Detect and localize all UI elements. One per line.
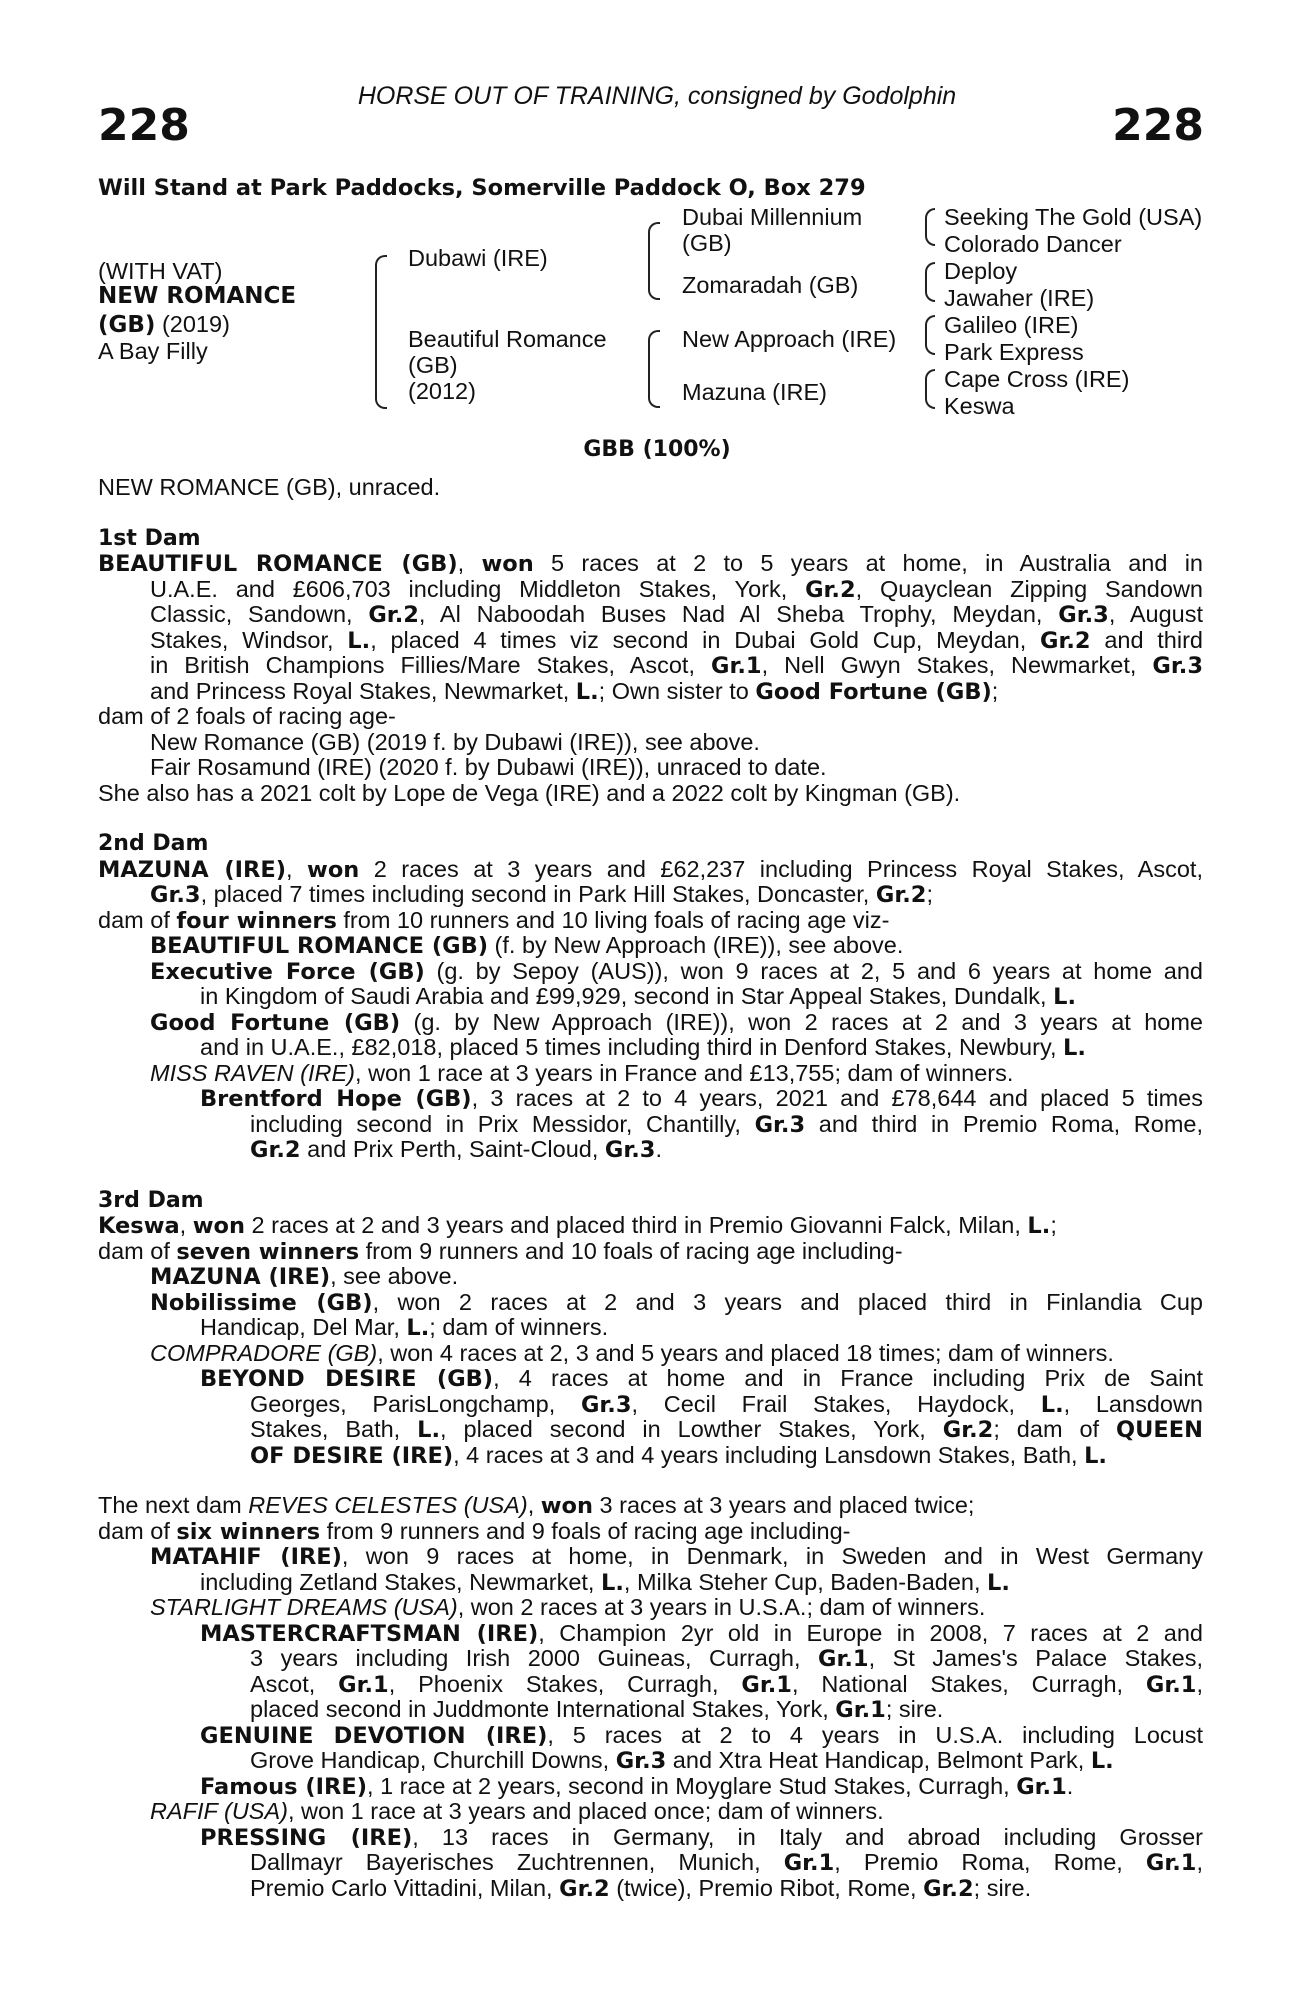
pedigree-dam-dam: Mazuna (IRE) (682, 379, 827, 405)
text-run: and in U.A.E., £82,018, placed 5 times including third in Denford Stakes, Newbury, (200, 1034, 1064, 1060)
third-dam-line-10 (98, 1443, 1203, 1469)
produce-name: COMPRADORE (GB) (150, 1339, 378, 1366)
pedigree-dam-sire: New Approach (IRE) (682, 326, 897, 352)
text-run: ; (926, 881, 933, 907)
next-dam-line-15 (98, 1850, 1203, 1876)
second-dam-line-4 (98, 933, 1203, 959)
pedigree-g3-7: Cape Cross (IRE) (944, 366, 1130, 392)
next-dam-name: REVES CELESTES (USA) (248, 1492, 528, 1518)
second-dam-line-3 (98, 908, 1203, 934)
second-dam-heading: 2nd Dam (98, 831, 209, 856)
second-dam-line-2 (98, 882, 1203, 908)
winners-count: four winners (176, 907, 337, 934)
text-run: . (655, 1136, 662, 1162)
text-run: 5 races at 2 to 5 years at home, in Australia and in (533, 551, 1203, 576)
second-dam-line-11 (98, 1112, 1203, 1138)
listed-label: L. (1090, 1748, 1114, 1774)
pedigree-g3-5: Galileo (IRE) (944, 312, 1079, 338)
text-run: ; Own sister to (598, 677, 756, 704)
text-run: , Nell Gwyn Stakes, Newmarket, (761, 653, 1153, 678)
text-run: , (527, 1492, 541, 1518)
text-run: , placed 7 times including second in Park Hill Stakes, Doncaster, (200, 881, 876, 907)
text-run: , Milka Steher Cup, Baden-Baden, (623, 1568, 988, 1595)
text-run: Ascot, (250, 1671, 339, 1697)
text-run: The next dam (98, 1492, 249, 1518)
listed-label: L. (1040, 1391, 1064, 1417)
grade-label: Gr.3 (615, 1748, 667, 1774)
text-run: 3 years including Irish 2000 Guineas, Curragh, (250, 1646, 818, 1671)
listed-label: L. (1027, 1213, 1051, 1239)
second-dam-line-12 (98, 1137, 1203, 1163)
text-run: including Zetland Stakes, Newmarket, (200, 1568, 601, 1595)
pedigree-brace-g3-4 (925, 369, 935, 409)
grade-label: Gr.2 (368, 602, 419, 628)
consignment-line: HORSE OUT OF TRAINING, consigned by Godolphin (357, 82, 957, 110)
produce-name: MAZUNA (IRE) (150, 1264, 331, 1290)
text-run: , 13 races in Germany, in Italy and abroad including Grosser (412, 1824, 1203, 1850)
listed-label: L. (1063, 1035, 1086, 1061)
first-dam-line-6 (98, 679, 1203, 705)
grade-label: Gr.3 (604, 1137, 656, 1163)
second-dam-line-7 (98, 1010, 1203, 1036)
text-run: Stakes, Bath, (250, 1417, 418, 1442)
first-dam-heading: 1st Dam (98, 525, 201, 551)
text-run: in British Champions Fillies/Mare Stakes, Ascot, (150, 653, 711, 678)
pedigree-dam-line1: Beautiful Romance (408, 326, 607, 352)
next-dam-line-11 (98, 1748, 1203, 1774)
listed-label: L. (1053, 984, 1076, 1010)
text-run: Handicap, Del Mar, (200, 1314, 407, 1340)
text-run: , (179, 1212, 193, 1238)
text-run: , won 4 races at 2, 3 and 5 years and placed 18 times; dam of winners. (377, 1339, 1114, 1366)
text-run: Classic, Sandown, (150, 602, 369, 627)
third-dam-line-6 (98, 1341, 1203, 1367)
third-dam-line-9 (98, 1417, 1203, 1443)
text-run: , Champion 2yr old in Europe in 2008, 7 races at 2 and (538, 1620, 1203, 1646)
third-dam-line-1 (98, 1213, 1203, 1239)
pedigree-brace-g3-3 (925, 315, 935, 355)
text-run: , won 2 races at 2 and 3 years and placed third in Finlandia Cup (372, 1289, 1203, 1315)
grade-label: Gr.2 (923, 1875, 974, 1902)
text-run: , placed 4 times viz second in Dubai Gold Cup, Meydan, (370, 627, 1041, 653)
text-run: in Kingdom of Saudi Arabia and £99,929, second in Star Appeal Stakes, Dundalk, (200, 983, 1054, 1009)
grade-label: Gr.1 (835, 1697, 886, 1723)
grade-label: Gr.3 (580, 1391, 632, 1417)
text-run: , Premio Roma, Rome, (834, 1850, 1146, 1875)
text-run: Dallmayr Bayerisches Zuchtrennen, Munich, (250, 1850, 784, 1875)
first-dam-line-4 (98, 628, 1203, 654)
pedigree-sire: Dubawi (IRE) (408, 245, 548, 271)
third-dam-line-8 (98, 1392, 1203, 1418)
first-dam-line-2 (98, 577, 1203, 603)
horse-description: A Bay Filly (98, 338, 208, 364)
grade-label: Gr.3 (150, 882, 201, 908)
text-run: from 9 runners and 9 foals of racing age including- (320, 1517, 851, 1544)
produce-name: MASTERCRAFTSMAN (IRE) (200, 1620, 539, 1646)
grade-label: Gr.2 (942, 1417, 994, 1443)
lot-number-left: 228 (98, 100, 190, 151)
second-dam-line-9 (98, 1061, 1203, 1087)
text-run: Premio Carlo Vittadini, Milan, (250, 1874, 560, 1901)
pedigree-brace-gen1 (375, 255, 387, 409)
text-run: and third in Premio Roma, Rome, (805, 1111, 1203, 1137)
text-run: (g. by New Approach (IRE)), won 2 races at 2 and 3 years at home (400, 1009, 1203, 1035)
produce-name: Good Fortune (GB) (150, 1009, 401, 1035)
text-run: , National Stakes, Curragh, (791, 1671, 1146, 1697)
produce-name: Famous (IRE) (200, 1773, 368, 1800)
stand-location: Will Stand at Park Paddocks, Somerville Paddock O, Box 279 (98, 175, 866, 201)
pedigree-g3-6: Park Express (944, 339, 1084, 365)
produce-name: PRESSING (IRE) (200, 1824, 413, 1850)
horse-name: NEW ROMANCE (98, 283, 297, 309)
pedigree-brace-g3-1 (925, 208, 935, 246)
pedigree-dam-line2: (GB) (408, 352, 458, 378)
produce-name: Nobilissime (GB) (150, 1289, 373, 1315)
text-run: and Princess Royal Stakes, Newmarket, (150, 677, 576, 704)
pedigree-g3-8: Keswa (944, 393, 1015, 419)
grade-label: Gr.2 (250, 1137, 301, 1163)
third-dam-line-4 (98, 1290, 1203, 1316)
next-dam-line-12 (98, 1774, 1203, 1800)
text-run: ; dam of (993, 1417, 1117, 1442)
second-dam-name: MAZUNA (IRE) (98, 856, 287, 882)
second-dam-line-8 (98, 1035, 1203, 1061)
produce-name: MISS RAVEN (IRE) (150, 1059, 356, 1086)
text-run: ; (991, 677, 999, 704)
next-dam-line-5 (98, 1595, 1203, 1621)
grade-label: Gr.1 (1016, 1773, 1067, 1800)
next-dam-line-4 (98, 1570, 1203, 1596)
catalogue-body (98, 475, 1203, 1901)
text-run: , 3 races at 2 to 4 years, 2021 and £78,644 and placed 5 times (471, 1086, 1203, 1111)
pedigree-g3-3: Deploy (944, 258, 1018, 284)
text-run: 2 races at 3 years and £62,237 including Princess Royal Stakes, Ascot, (359, 856, 1203, 882)
second-dam-line-6 (98, 984, 1203, 1010)
pedigree-brace-g3-2 (925, 262, 935, 302)
text-run: , won 1 race at 3 years and placed once; dam of winners. (287, 1798, 884, 1824)
text-run: , Cecil Frail Stakes, Haydock, (631, 1391, 1041, 1417)
text-run: (twice), Premio Ribot, Rome, (609, 1874, 924, 1901)
grade-label: Gr.1 (711, 653, 762, 679)
pedigree-sire-sire-line1: Dubai Millennium (682, 204, 863, 230)
vat-label: (WITH VAT) (98, 258, 223, 284)
text-run: , 5 races at 2 to 4 years in U.S.A. including Locust (547, 1722, 1203, 1748)
pedigree-sire-dam: Zomaradah (GB) (682, 272, 859, 298)
pedigree-brace-dam-side (648, 330, 660, 408)
grade-label: Gr.1 (783, 1850, 835, 1876)
text-run: , Lansdown (1063, 1391, 1203, 1417)
winners-count: six winners (176, 1518, 321, 1545)
text-run: , Quayclean Zipping Sandown (855, 576, 1203, 602)
listed-label: L. (987, 1569, 1010, 1596)
intro-line: NEW ROMANCE (GB), unraced. (98, 474, 441, 500)
lot-number-right: 228 (1112, 100, 1204, 151)
next-dam-line-16 (98, 1876, 1203, 1902)
text-run: , see above. (330, 1263, 459, 1289)
first-dam-line-9: Fair Rosamund (IRE) (2020 f. by Dubawi (IRE)), unraced to date. (150, 754, 827, 780)
third-dam-line-5 (98, 1315, 1203, 1341)
horse-year: (2019) (155, 311, 230, 337)
third-dam-line-3 (98, 1264, 1203, 1290)
first-dam-name: BEAUTIFUL ROMANCE (GB) (98, 551, 458, 577)
text-run: and third (1090, 627, 1203, 653)
text-run: ; (1050, 1212, 1057, 1238)
won-label: won (192, 1213, 245, 1239)
pedigree-dam-line3: (2012) (408, 378, 476, 404)
text-run: , won 1 race at 3 years in France and £13,755; dam of winners. (355, 1059, 1014, 1086)
text-run: , 4 races at 3 and 4 years including Lansdown Stakes, Bath, (453, 1441, 1085, 1468)
grade-label: Gr.2 (805, 576, 856, 602)
grade-label: Gr.3 (754, 1111, 806, 1137)
text-run: (g. by Sepoy (AUS)), won 9 races at 2, 5 and 6 years at home and (424, 958, 1203, 984)
horse-suffix: (GB) (98, 312, 156, 338)
grade-label: Gr.1 (338, 1671, 389, 1697)
text-run: . (1066, 1772, 1074, 1799)
second-dam-line-1: MAZUNA (IRE), won 2 races at 3 years and £62,237 including Princess Royal Stakes, Ascot, (98, 856, 1203, 882)
second-dam-line-10 (98, 1086, 1203, 1112)
text-run: Grove Handicap, Churchill Downs, (250, 1747, 616, 1773)
text-run: placed second in Juddmonte International Stakes, York, (250, 1696, 836, 1722)
third-dam-name: Keswa (98, 1213, 180, 1239)
produce-name: BEYOND DESIRE (GB) (200, 1366, 494, 1392)
listed-label: L. (1084, 1442, 1107, 1469)
text-run: from 9 runners and 10 foals of racing age including- (359, 1237, 903, 1264)
text-run: ; sire. (973, 1874, 1032, 1901)
text-run: and Prix Perth, Saint-Cloud, (300, 1136, 605, 1162)
next-dam-line-8 (98, 1672, 1203, 1698)
text-run: ; sire. (885, 1696, 944, 1722)
text-run: and Xtra Heat Handicap, Belmont Park, (666, 1747, 1091, 1773)
next-dam-line-9 (98, 1697, 1203, 1723)
text-run: dam of (98, 906, 177, 933)
produce-name: OF DESIRE (IRE) (250, 1442, 454, 1469)
listed-label: L. (406, 1315, 430, 1341)
grade-label: Gr.3 (1152, 653, 1203, 679)
third-dam-line-7 (98, 1366, 1203, 1392)
text-run: , won 9 races at home, in Denmark, in Sweden and in West Germany (341, 1544, 1203, 1569)
text-run: , St James's Palace Stakes, (868, 1646, 1203, 1671)
inbreeding-code: GBB (100%) (583, 437, 731, 462)
text-run: (f. by New Approach (IRE)), see above. (488, 932, 904, 958)
text-run: , 4 races at home and in France including Prix de Saint (493, 1366, 1203, 1391)
text-run: 3 races at 3 years and placed twice; (593, 1492, 975, 1518)
grade-label: Gr.1 (1145, 1850, 1197, 1876)
produce-name: Executive Force (GB) (150, 958, 425, 984)
text-run: , placed second in Lowther Stakes, York, (440, 1417, 943, 1442)
produce-name: MATAHIF (IRE) (150, 1544, 342, 1570)
pedigree-sire-sire-line2: (GB) (682, 230, 732, 256)
text-run: Stakes, Windsor, (150, 627, 348, 653)
produce-name: Brentford Hope (GB) (200, 1086, 472, 1112)
produce-name: BEAUTIFUL ROMANCE (GB) (150, 933, 489, 959)
text-run: from 10 runners and 10 living foals of racing age viz- (336, 906, 890, 933)
produce-name: RAFIF (USA) (150, 1798, 288, 1824)
text-run: , Al Naboodah Buses Nad Al Sheba Trophy, Meydan, (418, 602, 1059, 627)
next-dam-line-6 (98, 1621, 1203, 1647)
text-run: , (1196, 1671, 1203, 1697)
first-dam-line-1: BEAUTIFUL ROMANCE (GB), won 5 races at 2 to 5 years at home, in Australia and in (98, 551, 1203, 577)
next-dam-line-10 (98, 1723, 1203, 1749)
listed-label: L. (417, 1417, 441, 1443)
won-label: won (540, 1493, 594, 1519)
text-run: 2 races at 2 and 3 years and placed third in Premio Giovanni Falck, Milan, (245, 1212, 1028, 1238)
next-dam-line-2 (98, 1519, 1203, 1545)
next-dam-line-1 (98, 1493, 1203, 1519)
sibling-name: Good Fortune (GB) (755, 678, 992, 705)
produce-name: QUEEN (1116, 1417, 1203, 1443)
text-run: including second in Prix Messidor, Chantilly, (250, 1111, 755, 1137)
third-dam-line-2 (98, 1239, 1203, 1265)
won-label: won (307, 856, 360, 882)
grade-label: Gr.2 (559, 1875, 610, 1902)
grade-label: Gr.1 (1145, 1671, 1197, 1697)
produce-name: STARLIGHT DREAMS (USA) (150, 1594, 458, 1620)
third-dam-heading: 3rd Dam (98, 1187, 204, 1213)
next-dam-line-3 (98, 1544, 1203, 1570)
text-run: dam of (98, 1237, 177, 1264)
produce-name: GENUINE DEVOTION (IRE) (200, 1722, 548, 1748)
listed-label: L. (347, 627, 371, 653)
second-dam-line-5 (98, 959, 1203, 985)
next-dam-line-13 (98, 1799, 1203, 1825)
listed-label: L. (575, 678, 599, 705)
winners-count: seven winners (176, 1238, 360, 1265)
text-run: , 1 race at 2 years, second in Moyglare Stud Stakes, Curragh, (367, 1772, 1017, 1799)
grade-label: Gr.1 (741, 1671, 792, 1697)
first-dam-line-3 (98, 602, 1203, 628)
won-label: won (481, 551, 534, 577)
horse-origin-year (98, 311, 230, 338)
pedigree-g3-4: Jawaher (IRE) (944, 285, 1095, 311)
text-run: , (1196, 1850, 1203, 1875)
next-dam-line-14 (98, 1825, 1203, 1851)
first-dam-line-5 (98, 653, 1203, 679)
text-run: ; dam of winners. (429, 1314, 609, 1340)
first-dam-line-8: New Romance (GB) (2019 f. by Dubawi (IRE)), see above. (150, 728, 760, 755)
grade-label: Gr.3 (1058, 602, 1109, 628)
pedigree-brace-sire-side (648, 222, 660, 300)
pedigree-g3-2: Colorado Dancer (944, 231, 1122, 257)
text-run: , won 2 races at 3 years in U.S.A.; dam of winners. (457, 1594, 986, 1620)
grade-label: Gr.1 (818, 1646, 869, 1672)
listed-label: L. (601, 1569, 624, 1596)
text-run: dam of (98, 1517, 177, 1544)
next-dam-line-7 (98, 1646, 1203, 1672)
text-run: Georges, ParisLongchamp, (250, 1391, 581, 1417)
first-dam-line-10: She also has a 2021 colt by Lope de Vega (IRE) and a 2022 colt by Kingman (GB). (98, 779, 961, 806)
text-run: , August (1108, 602, 1203, 627)
text-run: , Phoenix Stakes, Curragh, (388, 1671, 742, 1697)
grade-label: Gr.2 (1040, 627, 1091, 653)
text-run: U.A.E. and £606,703 including Middleton Stakes, York, (150, 576, 806, 602)
first-dam-line-7: dam of 2 foals of racing age- (98, 703, 396, 729)
grade-label: Gr.2 (875, 882, 927, 908)
pedigree-g3-1: Seeking The Gold (USA) (944, 204, 1203, 230)
